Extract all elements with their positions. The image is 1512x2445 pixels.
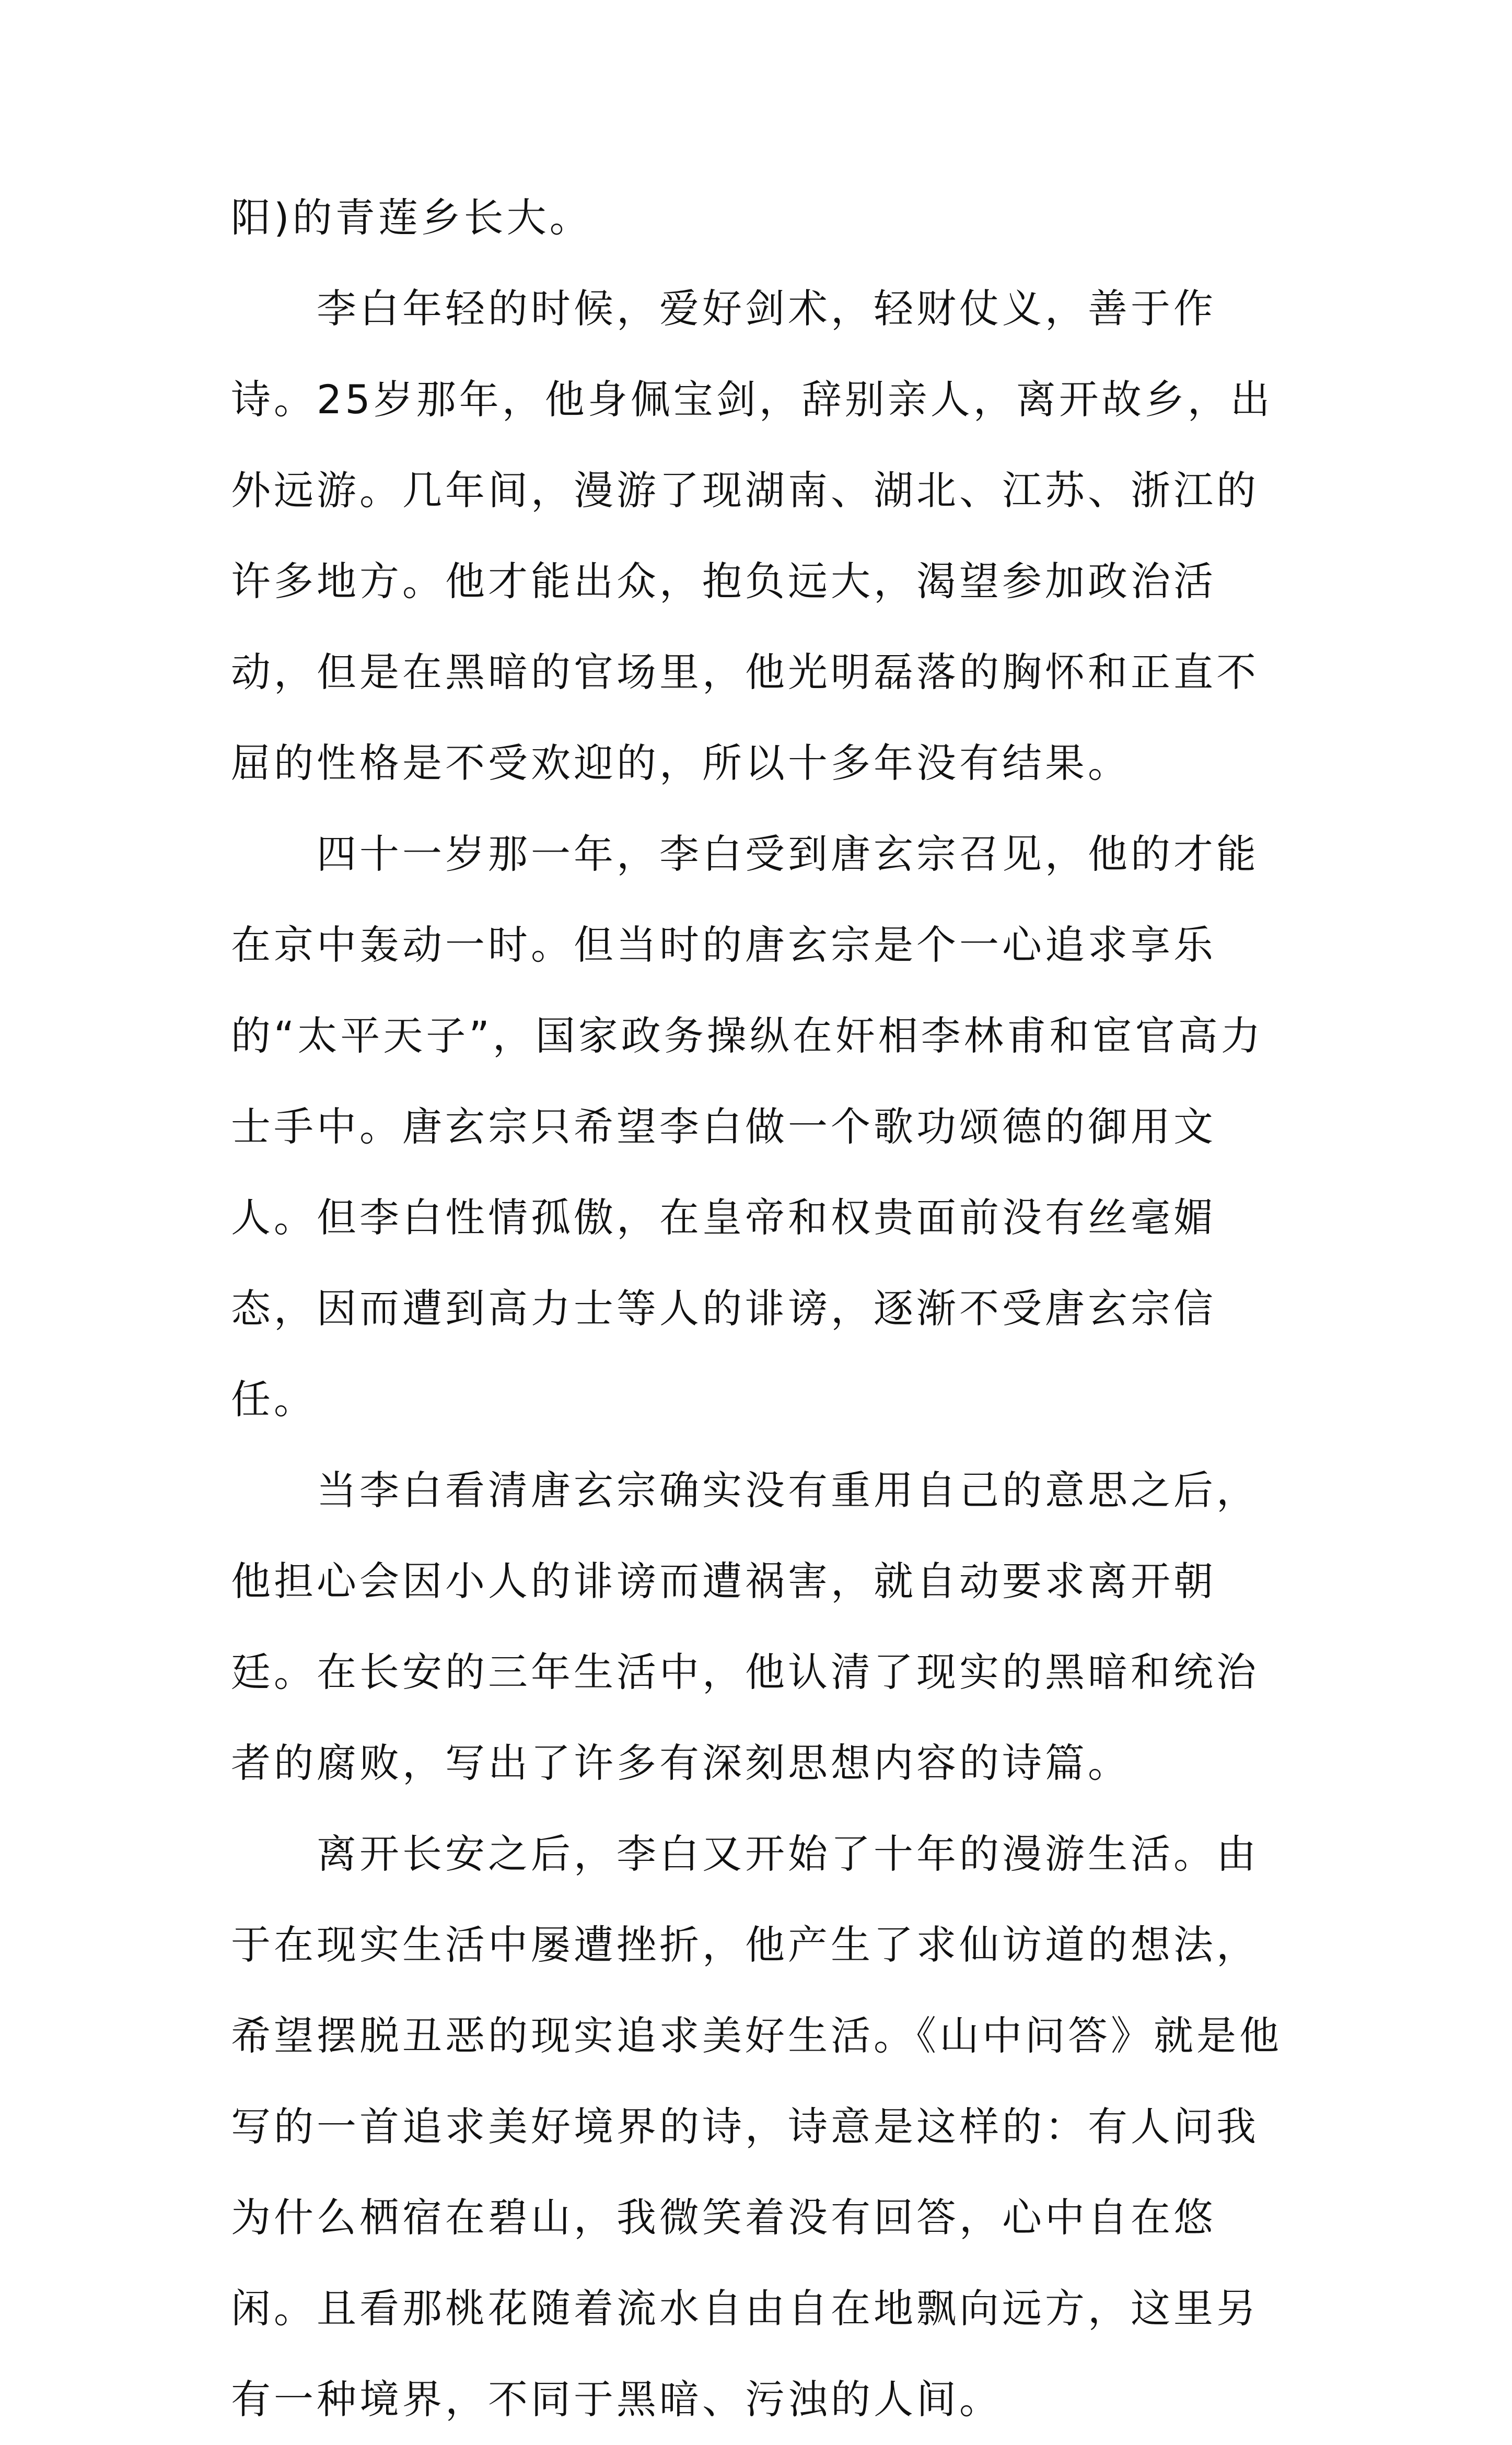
paragraph-1: 阳)的青莲乡长大。 — [231, 194, 592, 241]
paragraph-5: 离开长安之后，李白又开始了十年的漫游生活。由于在现实生活中屡遭挫折，他产生了求仙访道的想法，希望摆脱丑恶的现实追求美好生活。《山中问答》就是他写的一首追求美好境界的诗，诗意是这样的：有人问我为什么栖宿在碧山，我微笑着没有回答，心中自在悠闲。且看那桃花随着流水自由自在地飘向远方，这里另有一种境界，不同于黑暗、污浊的人间。 — [231, 1831, 1282, 2423]
paragraph-3: 四十一岁那一年，李白受到唐玄宗召见，他的才能在京中轰动一时。但当时的唐玄宗是个一心追求享乐的“太平天子”，国家政务操纵在奸相李林甫和宦官高力士手中。唐玄宗只希望李白做一个歌功颂德的御用文人。但李白性情孤傲，在皇帝和权贵面前没有丝毫媚态，因而遭到高力士等人的诽谤，逐渐不受唐玄宗信任。 — [231, 831, 1264, 1423]
article-body — [231, 172, 1297, 2445]
paragraph-4: 当李白看清唐玄宗确实没有重用自己的意思之后，他担心会因小人的诽谤而遭祸害，就自动要求离开朝廷。在长安的三年生活中，他认清了现实的黑暗和统治者的腐败，写出了许多有深刻思想内容的诗篇。 — [231, 1467, 1259, 1786]
paragraph-2: 李白年轻的时候，爱好剑术，轻财仗义，善于作诗。25岁那年，他身佩宝剑，辞别亲人，离开故乡，出外远游。几年间，漫游了现湖南、湖北、江苏、浙江的许多地方。他才能出众，抱负远大，渴望参加政治活动，但是在黑暗的官场里，他光明磊落的胸怀和正直不屈的性格是不受欢迎的，所以十多年没有结果。 — [231, 285, 1273, 786]
